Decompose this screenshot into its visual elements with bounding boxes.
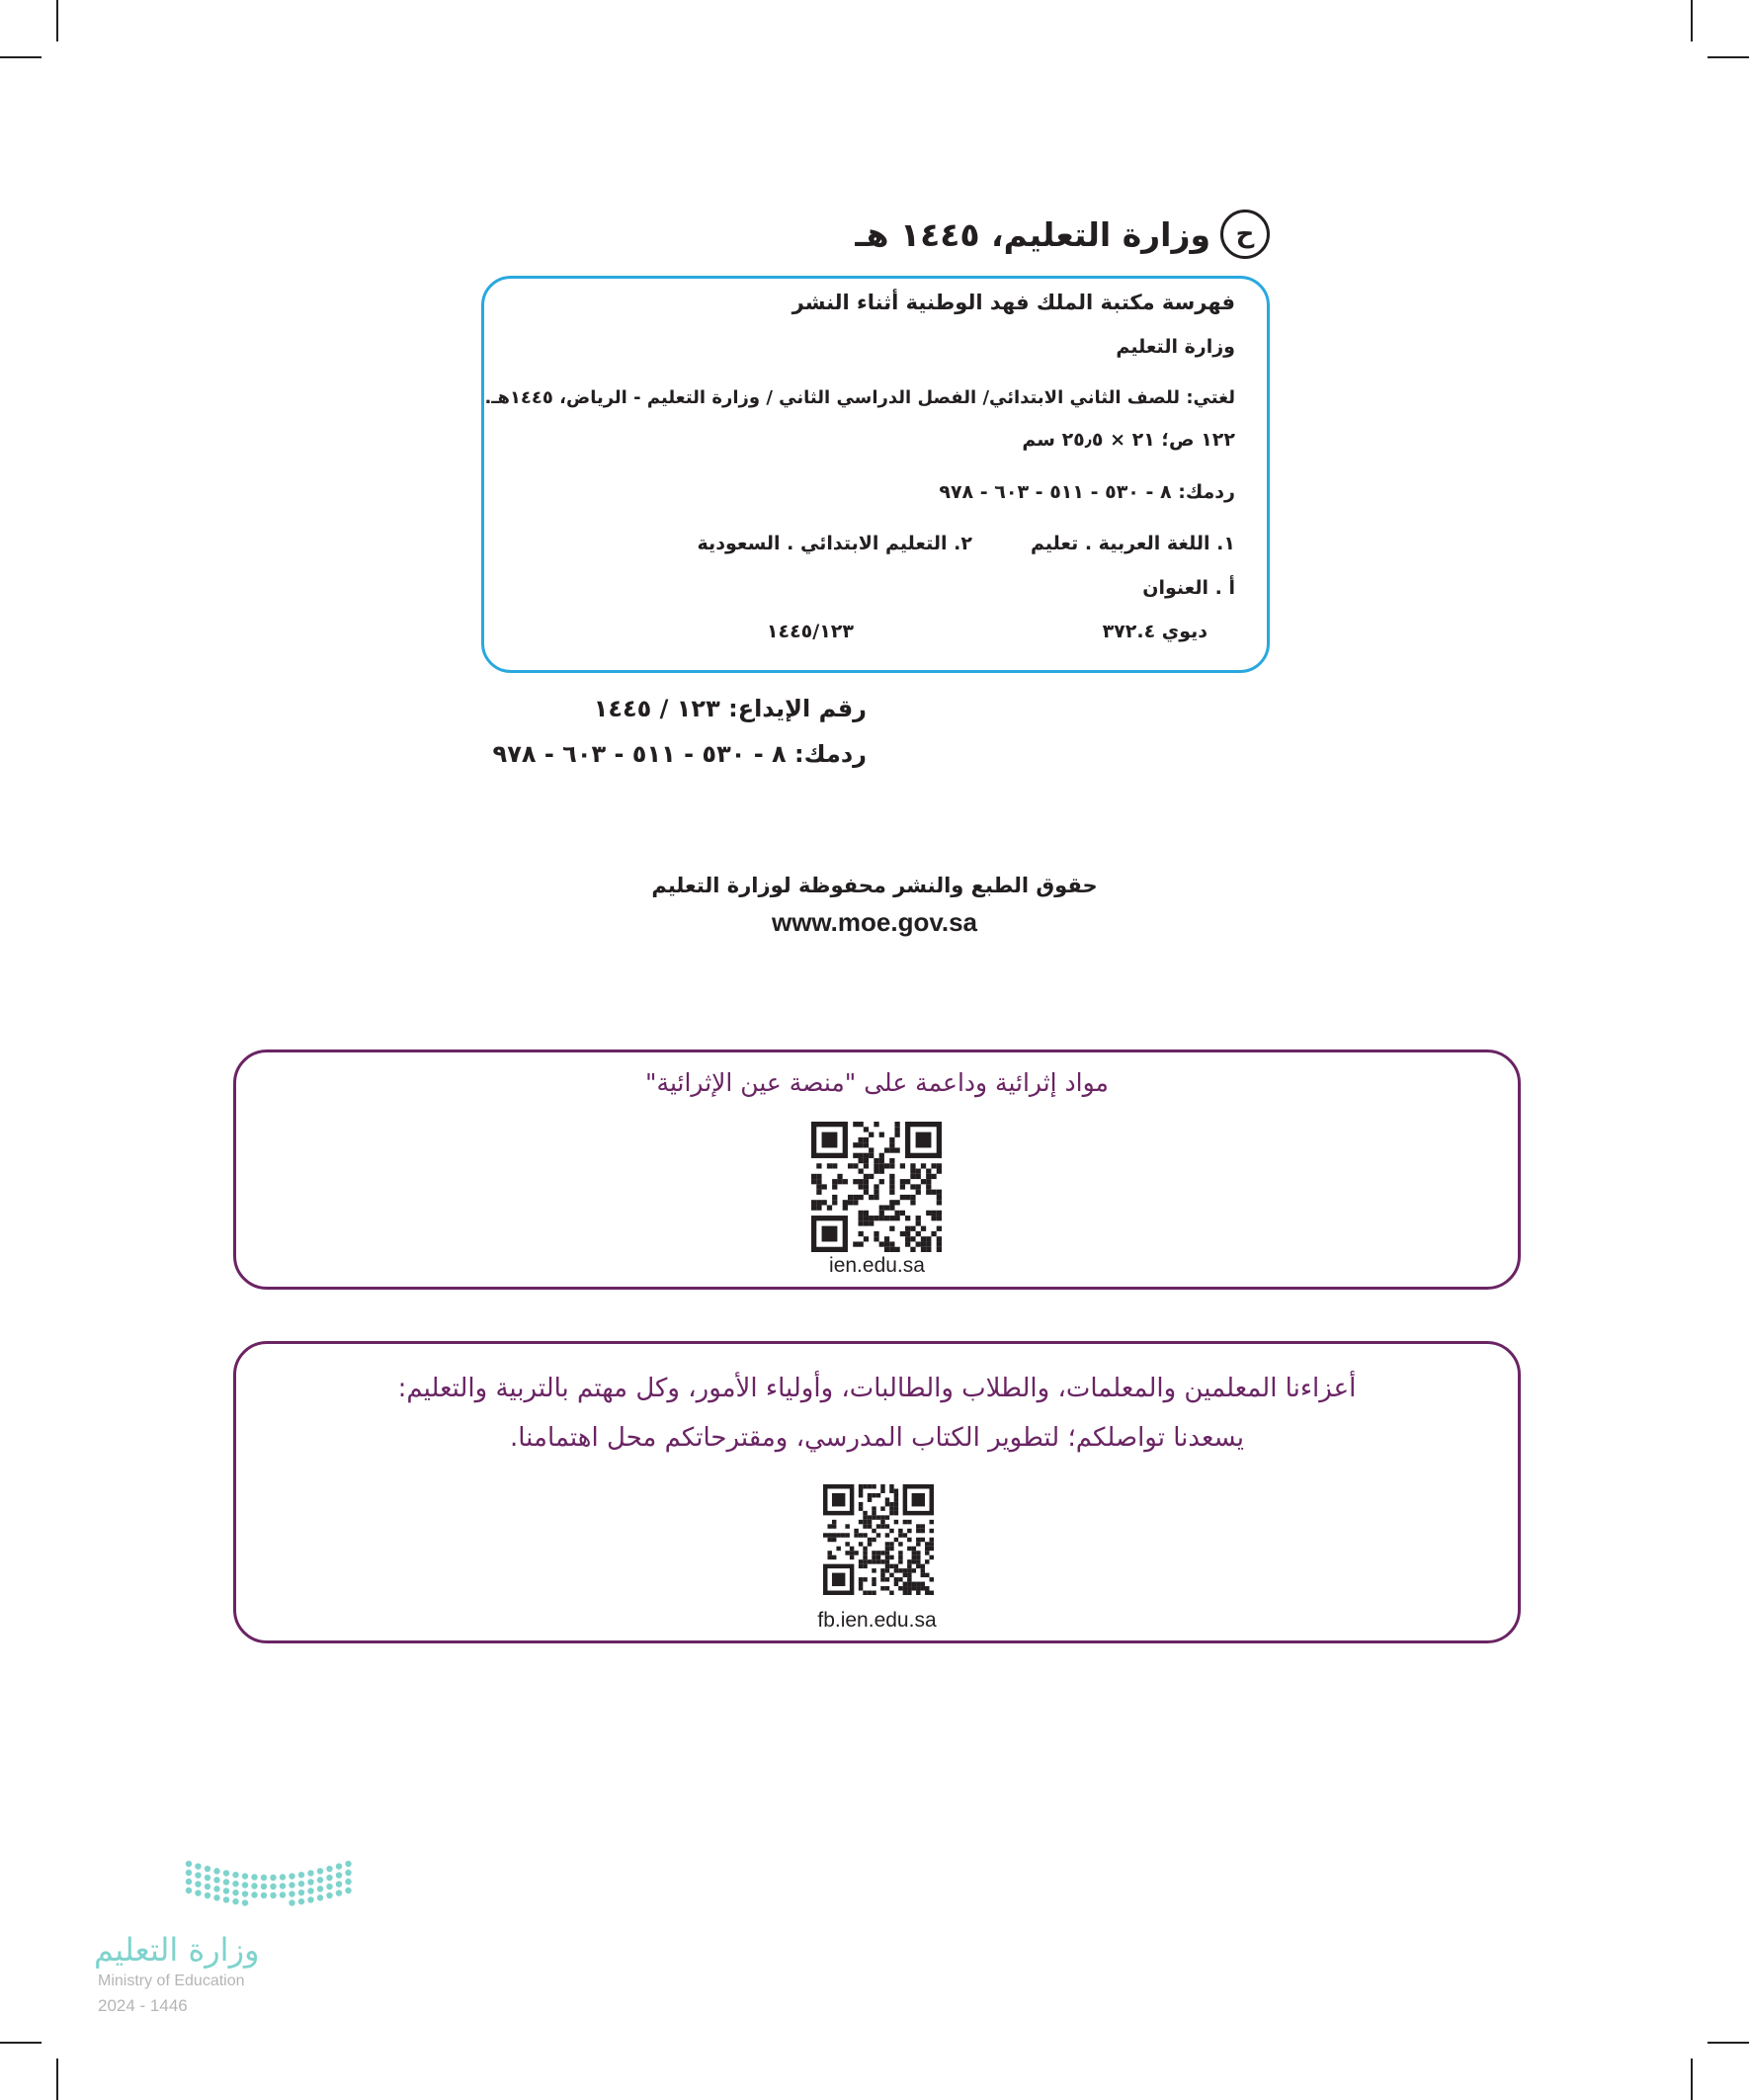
crop-mark [1707,2042,1749,2044]
enrichment-box [233,1050,1521,1290]
ministry-logo-arabic: وزارة التعليم [94,1931,260,1969]
cip-subject-2: ٢. التعليم الابتدائي . السعودية [697,533,972,554]
cip-isbn: ردمك: ٨ - ٥٣٠ - ٥١١ - ٦٠٣ - ٩٧٨ [939,481,1235,503]
ministry-logo [94,1858,351,2016]
crop-mark [56,0,58,42]
deposit-isbn: ردمك: ٨ - ٥٣٠ - ٥١١ - ٦٠٣ - ٩٧٨ [492,740,867,768]
copyright-symbol: ح [1220,210,1270,259]
enrichment-url[interactable]: ien.edu.sa [829,1254,925,1277]
cip-title-line: لغتي: للصف الثاني الابتدائي/ الفصل الدراسي الثاني / وزارة التعليم - الرياض، ١٤٤٥هـ. [484,387,1235,408]
ministry-logo-english: Ministry of Education [98,1973,245,1989]
cip-title-entry: أ . العنوان [1142,577,1235,599]
cip-box [481,276,1270,673]
cip-deposit-ref: ١٤٤٥/١٢٣ [766,621,854,642]
crop-mark [1707,56,1749,58]
cip-pages-size: ١٢٢ ص؛ ٢١ × ٢٥٫٥ سم [1022,429,1235,451]
cip-dewey: ديوي ٣٧٢.٤ [1102,621,1208,642]
feedback-qr-code[interactable] [823,1484,934,1595]
crop-mark [56,2058,58,2100]
ministry-logo-dots [183,1858,440,1927]
enrichment-text: مواد إثرائية وداعمة على "منصة عين الإثرائية" [645,1068,1109,1097]
publisher-year: وزارة التعليم، ١٤٤٥ هـ [855,214,1210,254]
crop-mark [1691,0,1693,42]
ministry-website[interactable]: www.moe.gov.sa [771,907,978,937]
deposit-number: رقم الإيداع: ١٢٣ / ١٤٤٥ [593,695,867,722]
rights-text: حقوق الطبع والنشر محفوظة لوزارة التعليم [651,874,1098,897]
crop-mark [1691,2058,1693,2100]
feedback-box [233,1341,1521,1643]
cip-author: وزارة التعليم [1116,336,1235,358]
cip-subject-1: ١. اللغة العربية . تعليم [1030,533,1235,554]
enrichment-qr-code[interactable] [811,1122,942,1252]
feedback-url[interactable]: fb.ien.edu.sa [817,1609,937,1632]
feedback-line-2: يسعدنا تواصلكم؛ لتطوير الكتاب المدرسي، ومقترحاتكم محل اهتمامنا. [509,1423,1245,1453]
colophon-title [855,210,1270,259]
cip-heading: فهرسة مكتبة الملك فهد الوطنية أثناء النشر [791,291,1235,314]
ministry-logo-year: 2024 - 1446 [98,1996,188,2015]
crop-mark [0,56,42,58]
feedback-line-1: أعزاءنا المعلمين والمعلمات، والطلاب والطالبات، وأولياء الأمور، وكل مهتم بالتربية والتعليم: [397,1374,1357,1403]
crop-mark [0,2042,42,2044]
